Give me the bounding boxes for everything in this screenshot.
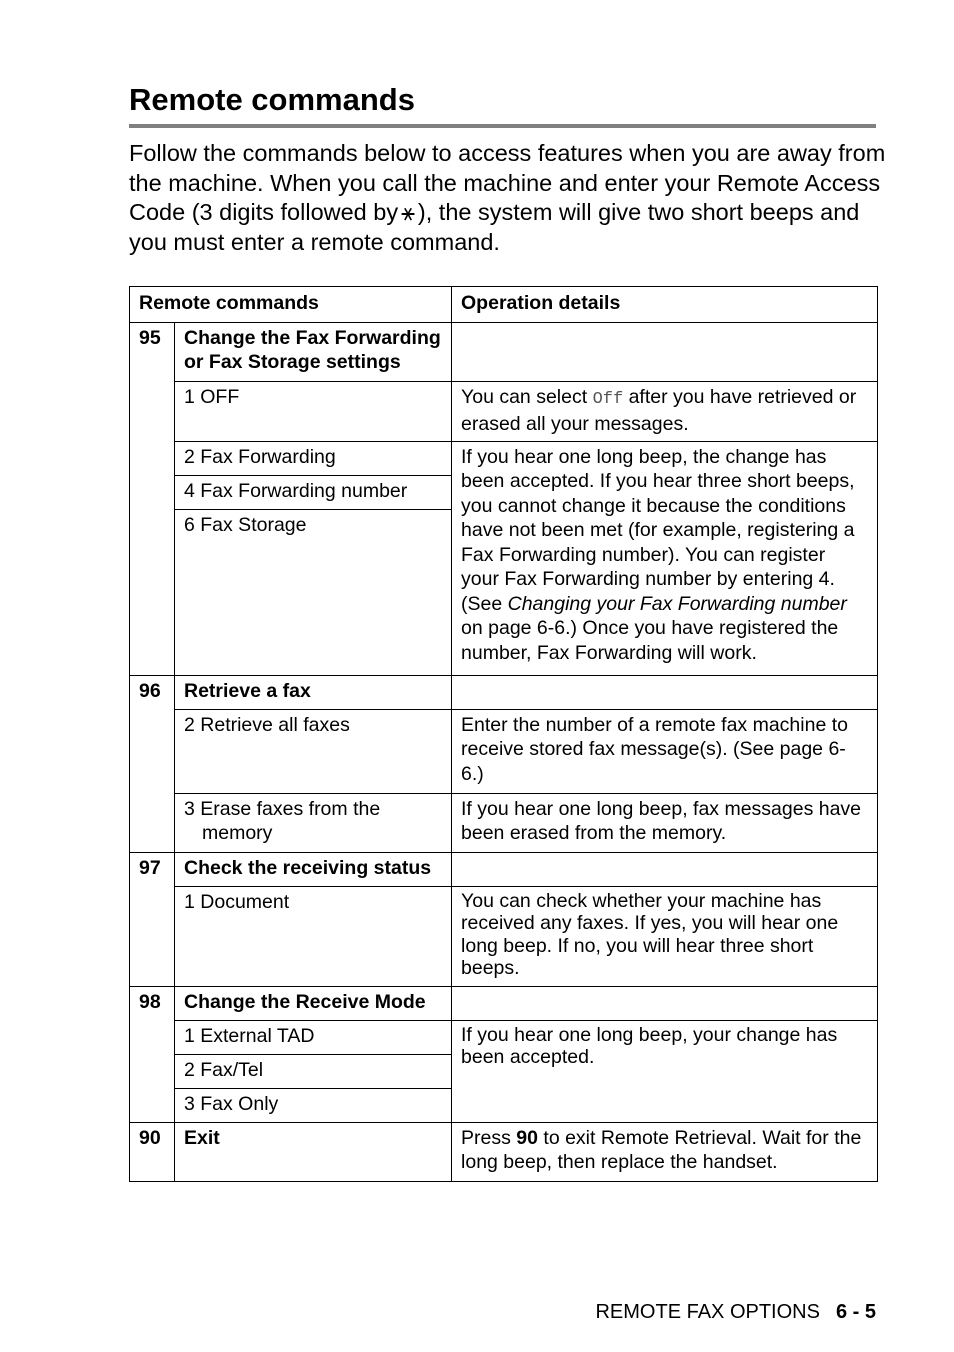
code-spacer: [130, 1020, 175, 1054]
intro-text-1: Follow the commands below to access features when you are away from the machine. When you call the machine and enter your Remote Access Code (3 digits followed by: [129, 140, 886, 226]
option-label: 2 Fax Forwarding: [175, 441, 452, 475]
page-title: Remote commands: [129, 82, 415, 117]
code-spacer: [130, 1054, 175, 1088]
command-name-90: Exit: [175, 1122, 452, 1181]
table-row: [130, 1122, 878, 1181]
star-key-icon: ⚹: [401, 199, 415, 226]
detail-empty: [452, 986, 878, 1020]
option-label: 3 Fax Only: [175, 1088, 452, 1122]
code-spacer: [130, 1088, 175, 1122]
code-spacer: [130, 709, 175, 793]
table-row: [130, 986, 878, 1020]
option-label: [175, 793, 452, 852]
intro-paragraph: [129, 139, 889, 258]
table-row: [130, 709, 878, 793]
command-name-95-line2: or Fax Storage settings: [184, 351, 401, 373]
table-row: [130, 793, 878, 852]
page-number: 6 - 5: [835, 1301, 876, 1323]
detail-empty: [452, 675, 878, 709]
header-operation-details: Operation details: [452, 287, 878, 323]
command-name-95: [175, 322, 452, 381]
option-detail: [452, 381, 878, 441]
intro-text-2: ), the system will give two short beeps and you must enter a remote command.: [129, 199, 860, 256]
table-header-row: [130, 287, 878, 323]
option-label: 2 Fax/Tel: [175, 1054, 452, 1088]
detail-empty: [452, 852, 878, 886]
option-label: 4 Fax Forwarding number: [175, 475, 452, 509]
detail-text: Press: [461, 1126, 517, 1149]
option-label: 1 External TAD: [175, 1020, 452, 1054]
title-divider: [129, 124, 876, 128]
option-label: 6 Fax Storage: [175, 509, 452, 675]
footer-section: REMOTE FAX OPTIONS: [595, 1301, 820, 1323]
code-spacer: [130, 381, 175, 441]
detail-text: You can select: [461, 385, 593, 408]
page-footer: [560, 1299, 876, 1325]
command-code-97: 97: [130, 852, 175, 886]
option-detail: Enter the number of a remote fax machine to receive stored fax message(s). (See page 6-6.): [452, 709, 878, 793]
table-row: [130, 441, 878, 475]
header-remote-commands: Remote commands: [130, 287, 452, 323]
lcd-text-off: Off: [592, 389, 624, 409]
command-code-90: 90: [130, 1122, 175, 1181]
exit-code: 90: [516, 1126, 538, 1149]
option-detail: If you hear one long beep, fax messages have been erased from the memory.: [452, 793, 878, 852]
command-name-98: Change the Receive Mode: [175, 986, 452, 1020]
code-spacer: [130, 475, 175, 509]
option-detail-shared: [452, 441, 878, 675]
option-label-line2: memory: [202, 822, 273, 844]
command-code-98: 98: [130, 986, 175, 1020]
code-spacer: [130, 886, 175, 986]
table-row: [130, 675, 878, 709]
table-row: [130, 1020, 878, 1054]
detail-text: on page 6-6.) Once you have registered the number, Fax Forwarding will work.: [461, 617, 839, 664]
cross-reference-title: Changing your Fax Forwarding number: [507, 592, 847, 615]
option-label: 2 Retrieve all faxes: [175, 709, 452, 793]
detail-text: If you hear one long beep, the change has been accepted. If you hear three short beeps, you cannot change it because the conditions have not been met (for example, registering a Fax Forwarding number). You can register your Fax Forwarding number by entering 4. (See: [461, 445, 855, 615]
table-row: [130, 886, 878, 986]
option-detail: [452, 1122, 878, 1181]
command-name-95-line1: Change the Fax Forwarding: [184, 326, 441, 349]
detail-text: to exit Remote Retrieval. Wait for the long beep, then replace the handset.: [461, 1126, 862, 1173]
table-row: [130, 852, 878, 886]
detail-empty: [452, 322, 878, 381]
table-row: [130, 381, 878, 441]
command-code-96: 96: [130, 675, 175, 709]
code-spacer: [130, 509, 175, 675]
option-label: 1 Document: [175, 886, 452, 986]
code-spacer: [130, 441, 175, 475]
command-name-97: Check the receiving status: [175, 852, 452, 886]
code-spacer: [130, 793, 175, 852]
command-code-95: 95: [130, 322, 175, 381]
command-name-96: Retrieve a fax: [175, 675, 452, 709]
option-label-line1: 3 Erase faxes from the: [184, 797, 381, 820]
option-detail: You can check whether your machine has received any faxes. If yes, you will hear one long beep. If no, you will hear three short beeps.: [452, 886, 878, 986]
option-label: 1 OFF: [175, 381, 452, 441]
table-row: [130, 322, 878, 381]
option-detail-shared: If you hear one long beep, your change has been accepted.: [452, 1020, 878, 1122]
detail-text: after you have retrieved or erased all your messages.: [461, 385, 857, 435]
remote-commands-table: [129, 286, 878, 1182]
